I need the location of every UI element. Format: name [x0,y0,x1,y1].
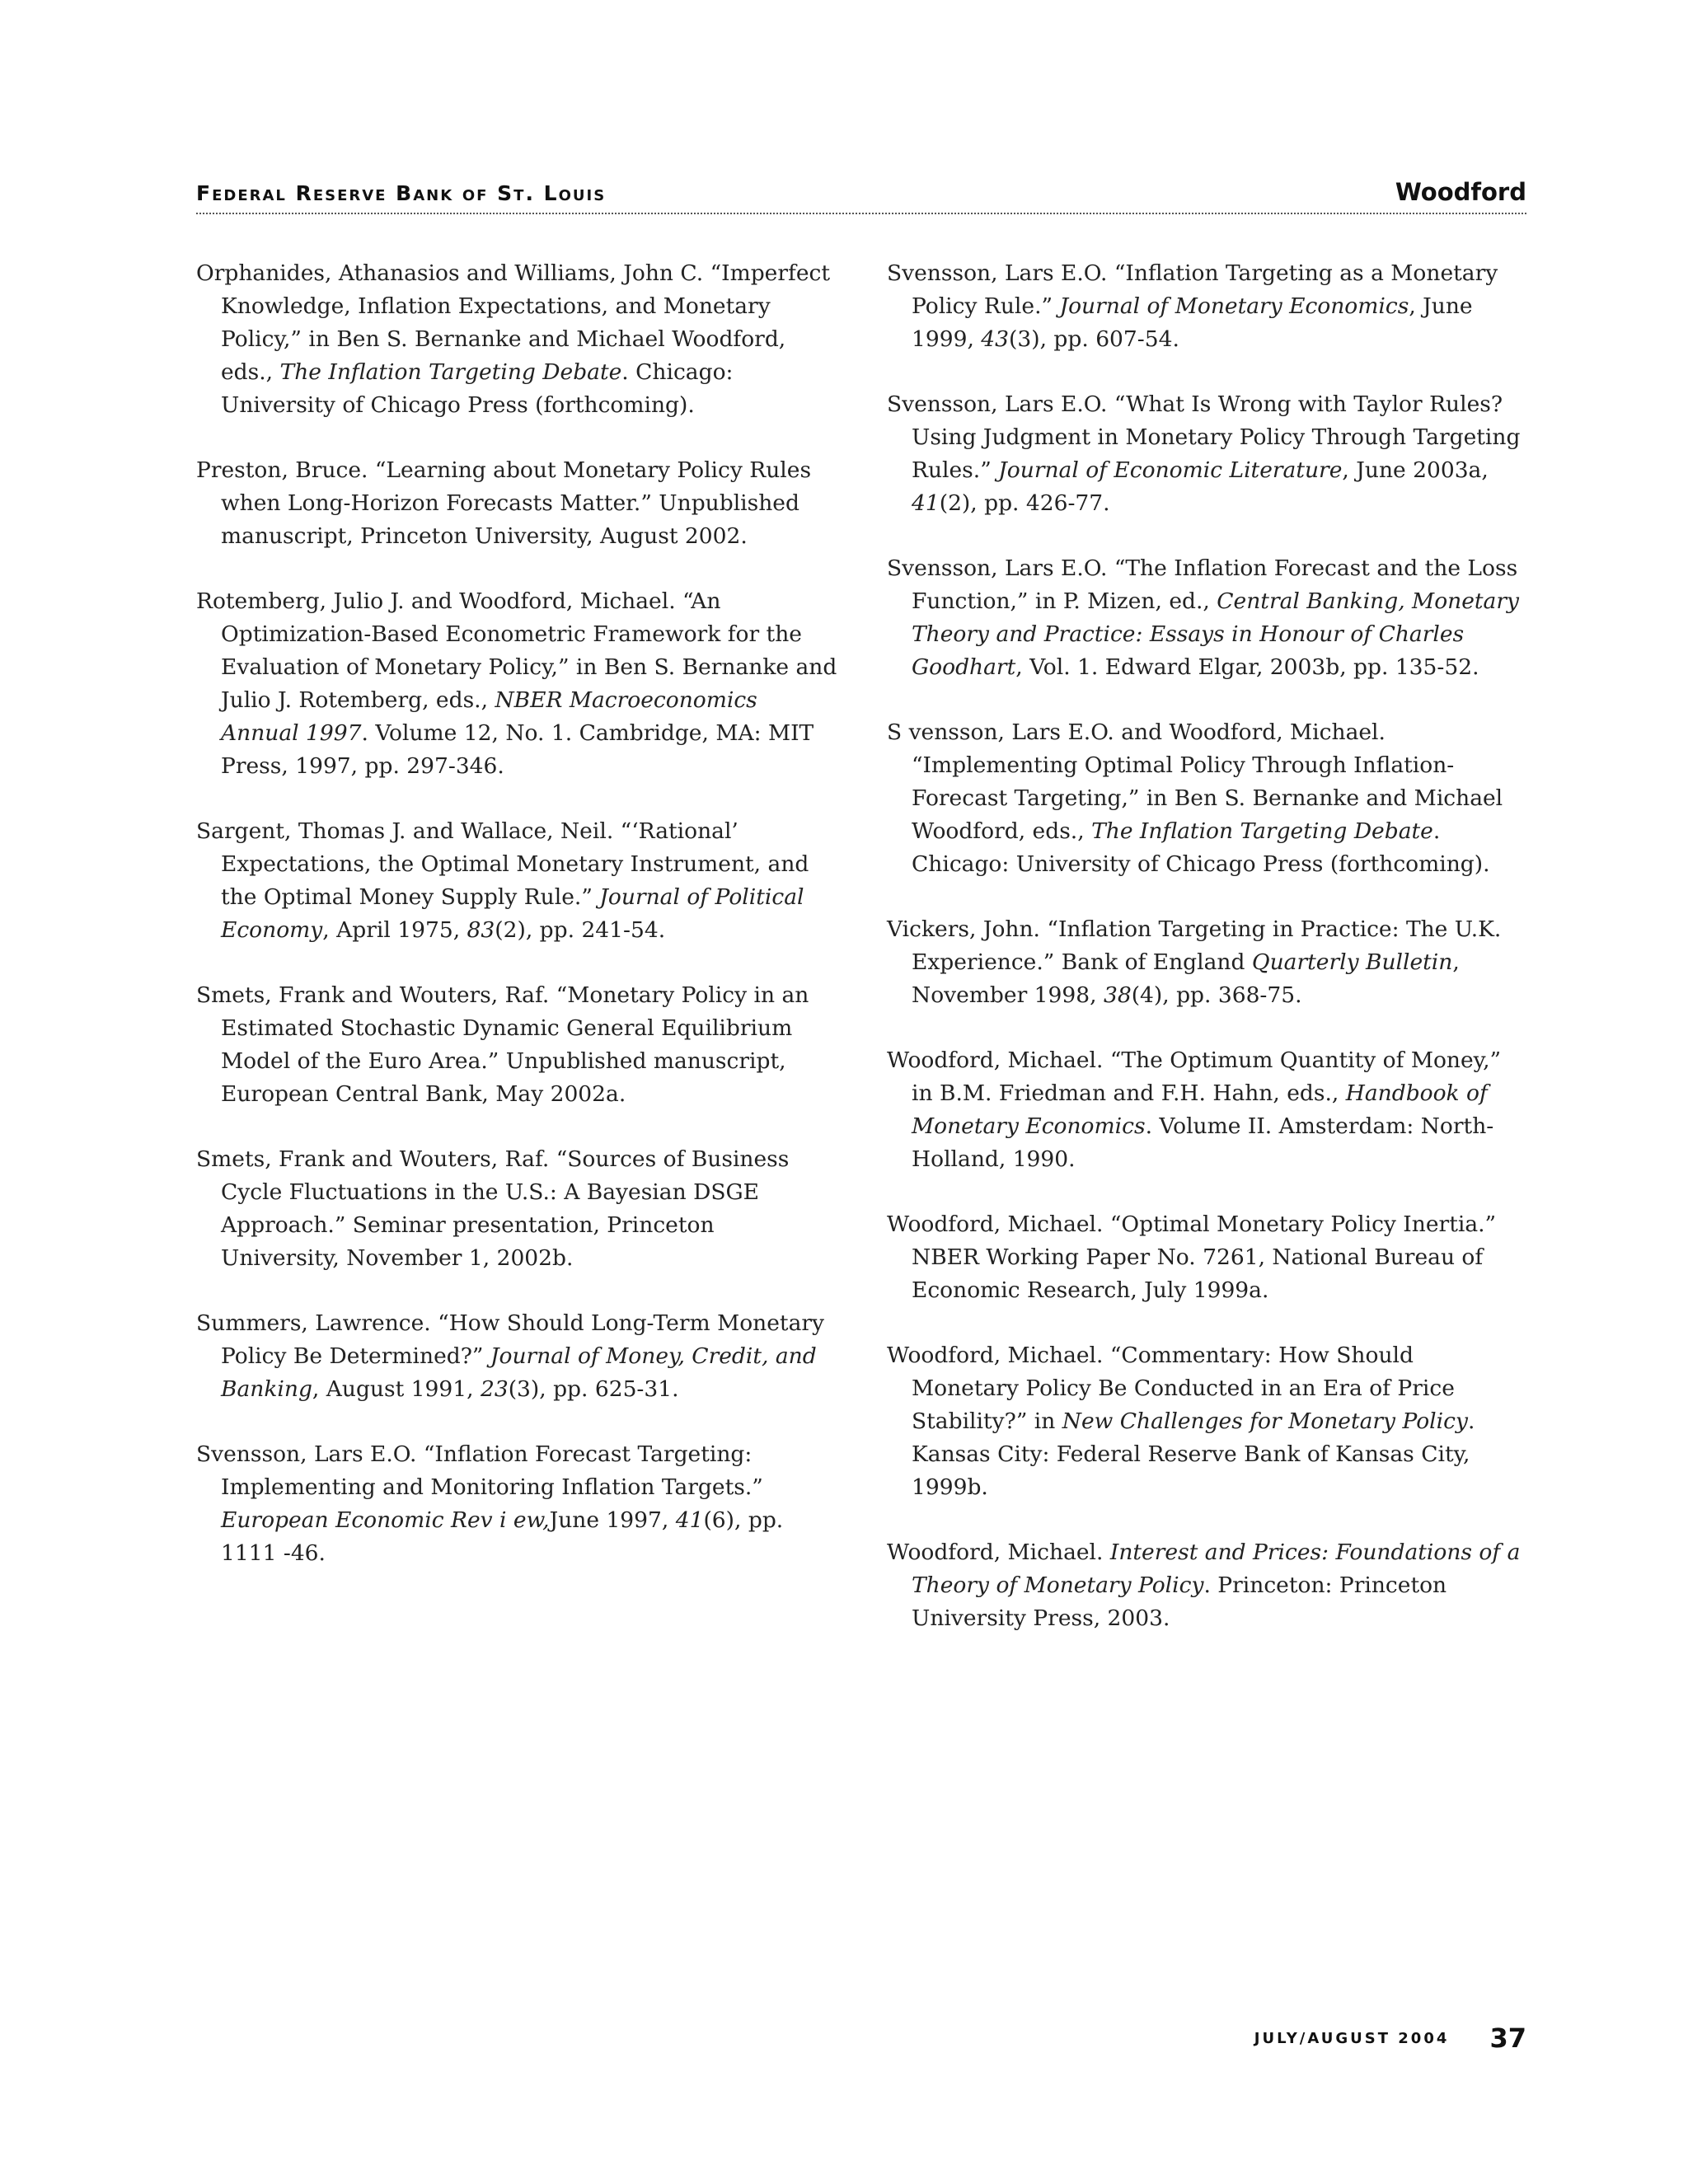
reference-entry [196,257,839,422]
reference-entry [196,979,839,1111]
references-right-column [887,257,1526,1667]
reference-italic-text: New Challenges for Monetary Policy [1062,1408,1468,1434]
page-footer [1254,2022,1526,2055]
issue-date: JULY/AUGUST 2004 [1254,2029,1450,2047]
running-header [196,178,1526,211]
reference-text: Woodford, Michael. “Optimal Monetary Policy Inertia.” NBER Working Paper No. 7261, National Bureau of Economic Research, July 1999a. [887,1212,1497,1303]
reference-text: , April 1975, [322,917,467,943]
reference-text: . Volume 12, No. 1. Cambridge, MA: MIT Press, 1997, pp. 297-346. [221,720,814,779]
reference-entry [887,913,1526,1012]
reference-italic-text: 38 [1103,982,1132,1008]
reference-entry [196,1143,839,1275]
reference-entry [196,454,839,553]
reference-entry [196,1438,839,1570]
journal-title: Federal Reserve Bank of St. Louis [196,181,607,205]
reference-entry [887,716,1526,881]
reference-text: . Princeton: Princeton University Press, 2003. [912,1572,1447,1631]
reference-entry [887,1208,1526,1307]
reference-text: . Chicago: University of Chicago Press (forthcoming). [221,359,734,418]
references-left-column [196,257,839,1602]
reference-italic-text: 41 [675,1507,704,1533]
reference-italic-text: Handbook of Monetary Economics [912,1080,1488,1139]
reference-text: , August 1991, [312,1376,481,1402]
reference-entry [887,257,1526,356]
reference-text: Woodford, Michael. “Commentary: How Should Monetary Policy Be Conducted in an Era of Price Stability?” in [887,1343,1455,1434]
reference-text: Summers, Lawrence. “How Should Long-Term Monetary Policy Be Determined?” [196,1310,825,1369]
reference-italic-text: Interest and Prices: Foundations of a Theory of Monetary Policy [912,1540,1521,1598]
reference-text: Orphanides, Athanasios and Williams, John C. “Imperfect Knowledge, Inflation Expectations, and Monetary Policy,” in Ben S. Bernanke and Michael Woodford, eds., [196,260,831,385]
reference-italic-text: 43 [981,326,1010,352]
reference-italic-text: European Economic Rev i ew, [221,1507,550,1533]
reference-entry [887,388,1526,520]
reference-text: (6), pp. 1111 -46. [221,1507,784,1566]
page-number: 37 [1489,2022,1526,2054]
reference-text: Woodford, Michael. [887,1540,1110,1565]
reference-entry [887,1536,1526,1635]
reference-text: Preston, Bruce. “Learning about Monetary Policy Rules when Long-Horizon Forecasts Matter.” Unpublished manuscript, Princeton University, August 2002. [196,457,812,549]
reference-text: (2), pp. 241-54. [495,917,666,943]
reference-text: Rotemberg, Julio J. and Woodford, Michael. “An Optimization-Based Econometric Framework for the Evaluation of Monetary Policy,” in Ben S. Bernanke and Julio J. Rotemberg, eds., [196,588,837,713]
reference-italic-text: Journal of Political Economy [221,884,804,943]
reference-entry [196,585,839,783]
reference-italic-text: Quarterly Bulletin [1251,949,1453,975]
reference-italic-text: NBER Macroeconomics Annual 1997 [221,687,757,746]
reference-italic-text: Journal of Money, Credit, and Banking [221,1343,817,1402]
reference-text: (2), pp. 426-77. [939,490,1110,516]
reference-entry [887,1339,1526,1504]
reference-text: S vensson, Lars E.O. and Woodford, Michael. “Implementing Optimal Policy Through Inflation-Forecast Targeting,” in Ben S. Bernanke and Michael Woodford, eds., [887,719,1503,844]
reference-text: Svensson, Lars E.O. “What Is Wrong with Taylor Rules? Using Judgment in Monetary Policy Through Targeting Rules.” [887,391,1521,483]
reference-italic-text: 23 [480,1376,509,1402]
reference-text: Svensson, Lars E.O. “Inflation Forecast Targeting: Implementing and Monitoring Inflation Targets.” [196,1441,763,1500]
reference-text: . Chicago: University of Chicago Press (forthcoming). [912,818,1490,877]
reference-text: Svensson, Lars E.O. “Inflation Targeting as a Monetary Policy Rule.” [887,260,1498,319]
reference-entry [887,552,1526,684]
reference-italic-text: The Inflation Targeting Debate [1091,818,1433,844]
reference-text: Vickers, John. “Inflation Targeting in Practice: The U.K. Experience.” Bank of England [887,916,1502,975]
reference-italic-text: The Inflation Targeting Debate [279,359,622,385]
header-divider [196,213,1526,214]
reference-italic-text: 83 [467,917,495,943]
reference-text: , June 1999, [912,293,1473,352]
reference-text: Sargent, Thomas J. and Wallace, Neil. “‘Rational’ Expectations, the Optimal Monetary Instrument, and the Optimal Money Supply Rule.” [196,818,809,910]
reference-italic-text: Journal of Economic Literature [998,457,1343,483]
reference-text: , November 1998, [912,949,1460,1008]
reference-entry [196,815,839,947]
reference-italic-text: Central Banking, Monetary Theory and Practice: Essays in Honour of Charles Goodhart [912,588,1519,680]
reference-entry [887,1044,1526,1176]
reference-text: Svensson, Lars E.O. “The Inflation Forecast and the Loss Function,” in P. Mizen, ed., [887,555,1518,614]
author-name: Woodford [1395,178,1526,206]
reference-text: Smets, Frank and Wouters, Raf. “Sources of Business Cycle Fluctuations in the U.S.: A Bayesian DSGE Approach.” Seminar presentation, Princeton University, November 1, 2002b. [196,1146,790,1271]
reference-text: , June 2003a, [1342,457,1489,483]
reference-text: Woodford, Michael. “The Optimum Quantity of Money,” in B.M. Friedman and F.H. Hahn, eds., [887,1047,1502,1106]
reference-text: (3), pp. 607-54. [1009,326,1179,352]
reference-text: . Volume II. Amsterdam: North-Holland, 1990. [912,1113,1494,1172]
reference-italic-text: Journal of Monetary Economics [1059,293,1409,319]
reference-text: . Kansas City: Federal Reserve Bank of Kansas City, 1999b. [912,1408,1475,1500]
reference-text: (4), pp. 368-75. [1131,982,1302,1008]
reference-text: (3), pp. 625-31. [508,1376,679,1402]
reference-text: , Vol. 1. Edward Elgar, 2003b, pp. 135-52. [1015,654,1479,680]
reference-italic-text: 41 [912,490,940,516]
reference-text: Smets, Frank and Wouters, Raf. “Monetary Policy in an Estimated Stochastic Dynamic General Equilibrium Model of the Euro Area.” Unpublished manuscript, European Central Bank, May 2002a. [196,982,809,1107]
reference-text: June 1997, [549,1507,676,1533]
reference-entry [196,1307,839,1406]
